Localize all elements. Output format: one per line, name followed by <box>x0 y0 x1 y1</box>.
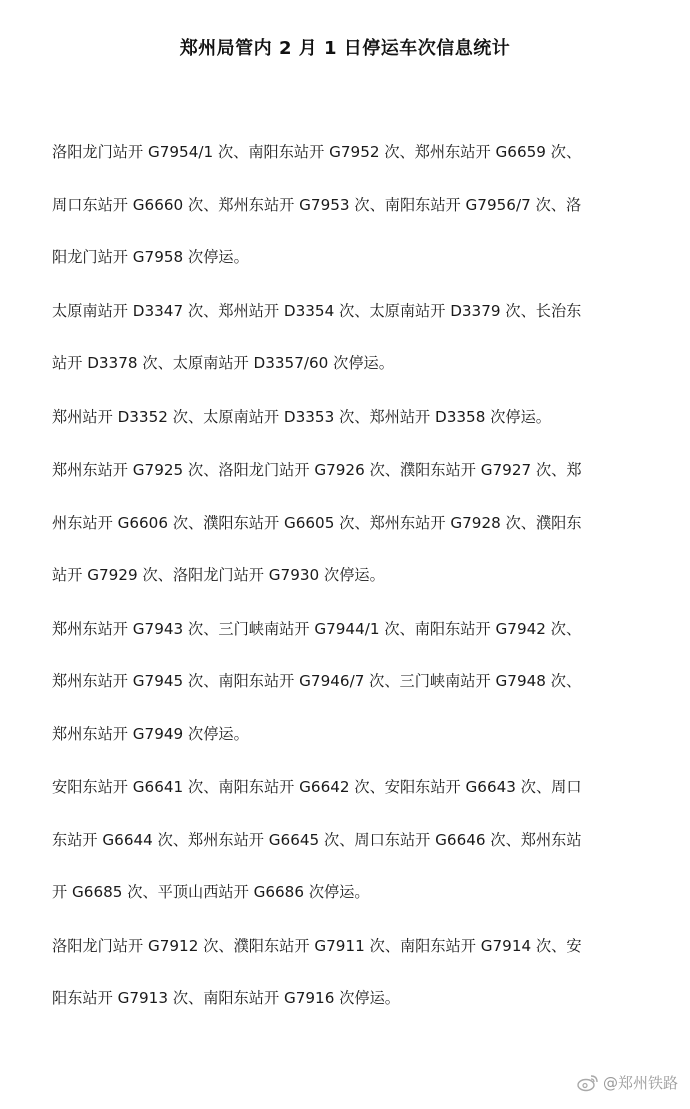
text-line: 站开 D3378 次、太原南站开 D3357/60 次停运。 <box>52 354 394 372</box>
text-line: 太原南站开 D3347 次、郑州站开 D3354 次、太原南站开 D3379 次、长治东 <box>52 301 582 320</box>
paragraph <box>52 932 652 1037</box>
text-line: 阳龙门站开 G7958 次停运。 <box>52 248 249 266</box>
text-line: 州东站开 G6606 次、濮阳东站开 G6605 次、郑州东站开 G7928 次、濮阳东 <box>52 513 582 532</box>
text-line: 郑州站开 D3352 次、太原南站开 D3353 次、郑州站开 D3358 次停运。 <box>52 407 551 426</box>
text-line: 东站开 G6644 次、郑州东站开 G6645 次、周口东站开 G6646 次、郑州东站 <box>52 830 582 849</box>
paragraph <box>52 297 652 402</box>
paragraph <box>52 138 652 296</box>
weibo-icon <box>577 1074 599 1092</box>
document-body <box>52 138 652 1038</box>
text-line: 安阳东站开 G6641 次、南阳东站开 G6642 次、安阳东站开 G6643 次、周口 <box>52 778 582 796</box>
text-line: 洛阳龙门站开 G7954/1 次、南阳东站开 G7952 次、郑州东站开 G6659 次、 <box>52 143 582 161</box>
text-line: 开 G6685 次、平顶山西站开 G6686 次停运。 <box>52 883 370 901</box>
text-line: 郑州东站开 G7943 次、三门峡南站开 G7944/1 次、南阳东站开 G7942 次、 <box>52 619 582 638</box>
watermark-text: @郑州铁路 <box>602 1074 678 1092</box>
text-line: 阳东站开 G7913 次、南阳东站开 G7916 次停运。 <box>52 989 400 1007</box>
text-line: 站开 G7929 次、洛阳龙门站开 G7930 次停运。 <box>52 566 385 584</box>
document-title: 郑州局管内 2 月 1 日停运车次信息统计 <box>179 38 511 59</box>
text-line: 郑州东站开 G7949 次停运。 <box>52 724 249 743</box>
paragraph <box>52 403 652 456</box>
text-line: 洛阳龙门站开 G7912 次、濮阳东站开 G7911 次、南阳东站开 G7914 次、安 <box>52 936 582 955</box>
paragraph <box>52 773 652 931</box>
text-line: 周口东站开 G6660 次、郑州东站开 G7953 次、南阳东站开 G7956/7 次、洛 <box>52 195 582 214</box>
paragraph <box>52 456 652 614</box>
paragraph <box>52 615 652 773</box>
text-line: 郑州东站开 G7925 次、洛阳龙门站开 G7926 次、濮阳东站开 G7927 次、郑 <box>52 461 582 479</box>
text-line: 郑州东站开 G7945 次、南阳东站开 G7946/7 次、三门峡南站开 G7948 次、 <box>52 672 582 690</box>
weibo-watermark <box>577 1072 678 1093</box>
